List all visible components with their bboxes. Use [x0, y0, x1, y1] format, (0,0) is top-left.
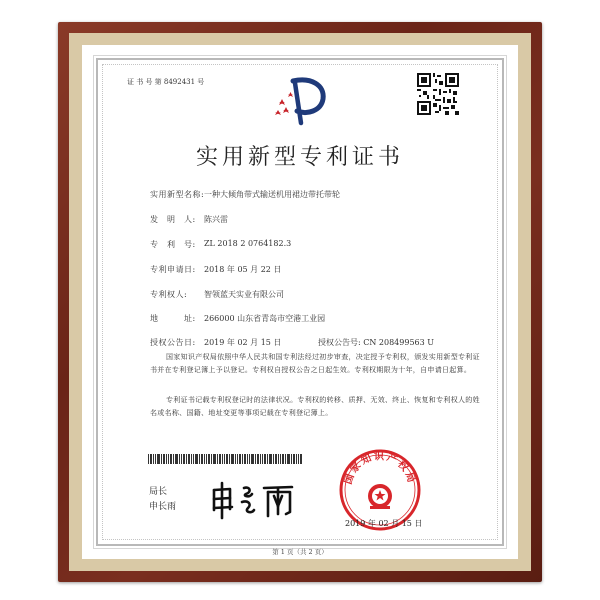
svg-text:国家知识产权局: 国家知识产权局: [343, 451, 417, 486]
page-footer: 第 1 页（共 2 页）: [272, 548, 328, 556]
field-value-patent-number: ZL 2018 2 0764182.3: [204, 239, 292, 248]
field-label-patent-number: 专 利 号:: [150, 240, 196, 249]
field-value-application-date: 2018 年 05 月 22 日: [204, 265, 282, 274]
field-label-grant-date: 授权公告日:: [150, 338, 196, 347]
field-label-address: 地 址:: [150, 314, 196, 323]
signer-name: 申长雨: [149, 502, 177, 512]
field-value-patentee: 智领蓝天实业有限公司: [204, 290, 284, 299]
decorative-border: [96, 58, 504, 546]
field-value-address: 266000 山东省青岛市空港工业园: [204, 314, 326, 323]
field-value-inventor: 陈兴雷: [204, 215, 228, 224]
announcement-number: 授权公告号: CN 208499563 U: [318, 338, 434, 347]
signer-title: 局长: [149, 487, 168, 497]
barcode-icon: [148, 454, 302, 464]
field-label-inventor: 发 明 人:: [150, 215, 196, 224]
patent-office-logo-icon: [271, 75, 329, 127]
certificate-number: 证 书 号 第 8492431 号: [127, 78, 205, 86]
qr-code-icon: [417, 73, 459, 115]
field-label-name: 实用新型名称:: [150, 190, 205, 199]
field-label-application-date: 专利申请日:: [150, 265, 196, 274]
field-label-patentee: 专利权人:: [150, 290, 188, 299]
field-value-name: 一种大倾角带式输送机用裙边带托带轮: [204, 190, 340, 199]
legal-status-paragraph: 专利证书记载专利权登记时的法律状况。专利权的转移、质押、无效、终止、恢复和专利权人的姓名或名称、国籍、地址变更等事项记载在专利登记簿上。: [150, 396, 480, 417]
field-value-grant-date: 2019 年 02 月 15 日: [204, 338, 282, 347]
handwritten-signature: [208, 480, 298, 520]
seal-date: 2019 年 02 月 15 日: [345, 519, 423, 528]
grant-paragraph: 国家知识产权局依照中华人民共和国专利法经过初步审查，决定授予专利权，颁发实用新型专利证书并在专利登记簿上予以登记。专利权自授权公告之日起生效。专利权期限为十年，自申请日起算。: [150, 353, 480, 374]
certificate-title: 实用新型专利证书: [195, 145, 404, 170]
